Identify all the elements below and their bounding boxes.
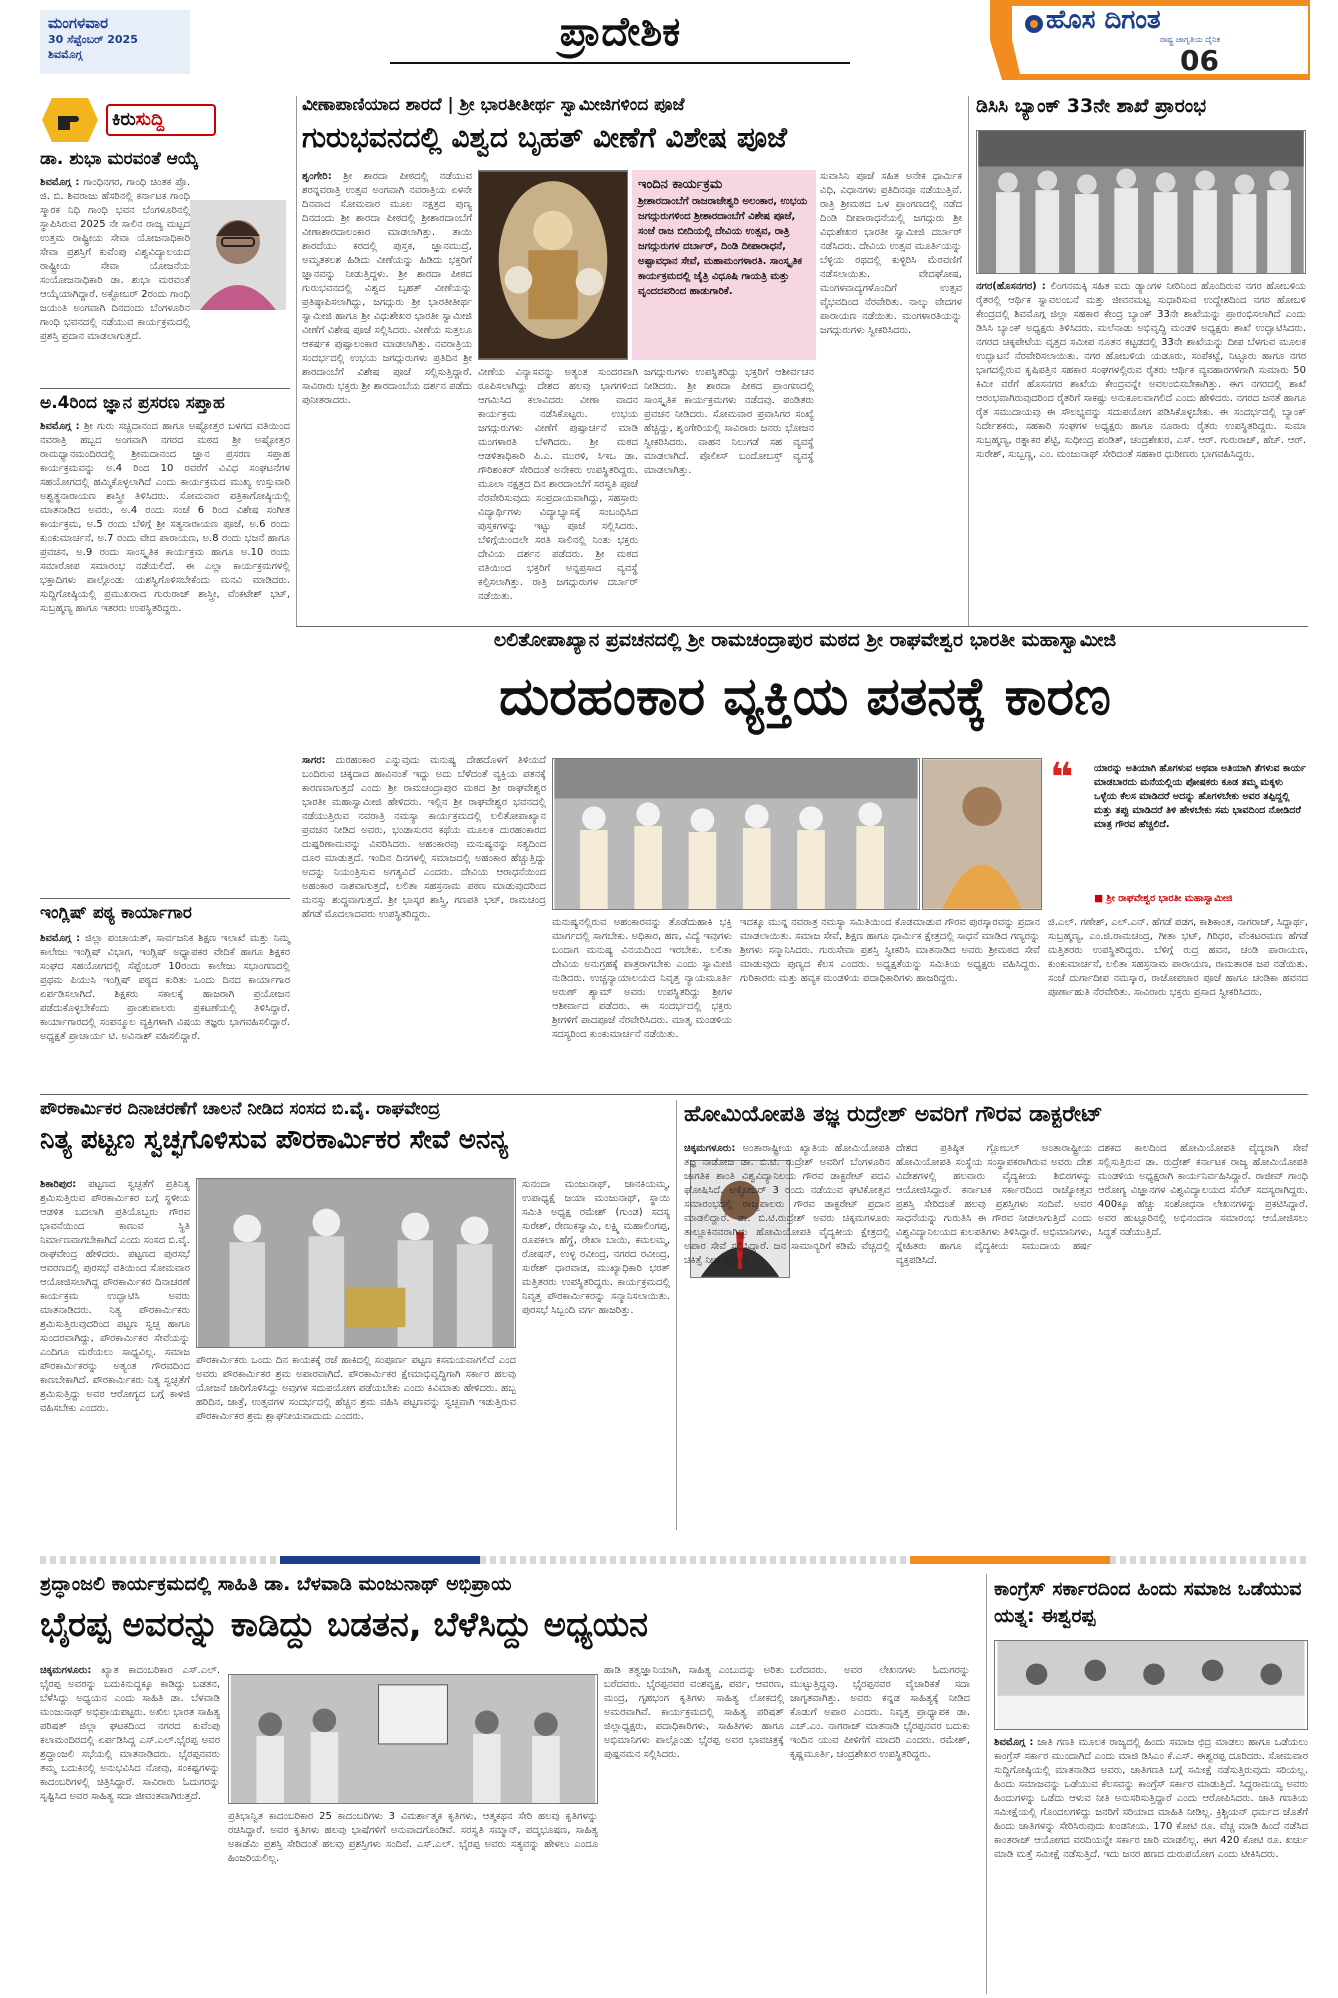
divider bbox=[296, 626, 1308, 627]
veena-col1 bbox=[302, 170, 472, 622]
durahankara-col3 bbox=[740, 916, 1040, 1086]
bhairappa-col1 bbox=[40, 1664, 220, 1994]
suddi-label: ಸುದ್ದಿ bbox=[135, 109, 165, 130]
brief3-body bbox=[40, 932, 290, 1088]
durahankara-quote bbox=[1048, 755, 1308, 912]
bhairappa-col3 bbox=[604, 1664, 784, 1994]
separator-blue-block bbox=[280, 1556, 480, 1564]
issue-date: 30 ಸೆಪ್ಟೆಂಬರ್ 2025 bbox=[48, 33, 138, 46]
bhairappa-col3-text: ಹಾಡಿ ತತ್ವಜ್ಞಾನಿಯಾಗಿ, ಸಾಹಿತ್ಯ ಎಂಬುದನ್ನು ಅರಿತು ಬರೆದವರು. ಭೈರಪ್ಪನವರ ವಂಶವೃಕ್ಷ, ಪರ್ವ, ಆವರಣ, ಮಂದ್ರ, ಗೃಹಭಂಗ ಕೃತಿಗಳು ಸಾಹಿತ್ಯ ಲೋಕದಲ್ಲಿ ಅಮರವಾಗಿವೆ. ಕಾರ್ಯಕ್ರಮದಲ್ಲಿ ಸಾಹಿತ್ಯ ಪರಿಷತ್ ಜಿಲ್ಲಾಧ್ಯಕ್ಷರು, ಪದಾಧಿಕಾರಿಗಳು, ಸಾಹಿತಿಗಳು ಹಾಗೂ ಅಭಿಮಾನಿಗಳು ಪಾಲ್ಗೊಂಡು ಭೈರಪ್ಪ ಅವರ ಭಾವಚಿತ್ರಕ್ಕೆ ಪುಷ್ಪನಮನ ಸಲ್ಲಿಸಿದರು. bbox=[604, 1665, 784, 1760]
bhairappa-kicker: ಶ್ರದ್ಧಾಂಜಲಿ ಕಾರ್ಯಕ್ರಮದಲ್ಲಿ ಸಾಹಿತಿ ಡಾ. ಬೆಳವಾಡಿ ಮಂಜುನಾಥ್ ಅಭಿಪ್ರಾಯ bbox=[40, 1573, 512, 1595]
veena-kicker: ವೀಣಾಪಾಣಿಯಾದ ಶಾರದೆ | ಶ್ರೀ ಭಾರತೀತೀರ್ಥ ಸ್ವಾಮೀಜಿಗಳಿಂದ ಪೂಜೆ bbox=[302, 95, 685, 115]
kiru-label: ಕಿರು bbox=[112, 109, 136, 130]
section-title: ಪ್ರಾದೇಶಿಕ bbox=[559, 9, 681, 55]
homeo-col1-text: ಅಂತಾರಾಷ್ಟ್ರೀಯ ಖ್ಯಾತಿಯ ಹೋಮಿಯೋಪತಿ ತಜ್ಞ ನಾಡೋಜ ಡಾ. ಬಿ.ಟಿ. ರುದ್ರೇಶ್ ಅವರಿಗೆ ಬೆಂಗಳೂರಿನ ಜಾಗತಿಕ ಶಾಂತಿ ವಿಶ್ವವಿದ್ಯಾನಿಲಯ ಗೌರವ ಡಾಕ್ಟರೇಟ್ ಪದವಿ ಘೋಷಿಸಿದೆ. ಅಕ್ಟೋಬರ್ 3 ರಂದು ನಡೆಯುವ ಘಟಿಕೋತ್ಸವ ಸಮಾರಂಭದಲ್ಲಿ ರಾಜ್ಯಪಾಲರು ಗೌರವ ಡಾಕ್ಟರೇಟ್ ಪ್ರದಾನ ಮಾಡಲಿದ್ದಾರೆ. ಡಾ. ಬಿ.ಟಿ.ರುದ್ರೇಶ್ ಅವರು ಚಿಕ್ಕಮಗಳೂರು ತಾಲ್ಲೂಕಿನವರಾಗಿದ್ದು ಹೋಮಿಯೋಪತಿ ವೈದ್ಯಕೀಯ ಕ್ಷೇತ್ರದಲ್ಲಿ ಅಪಾರ ಸೇವೆ ಸಲ್ಲಿಸಿದ್ದಾರೆ. ಜನ ಸಾಮಾನ್ಯರಿಗೆ ಕಡಿಮೆ ವೆಚ್ಚದಲ್ಲಿ ಚಿಕಿತ್ಸೆ ನೀಡುತ್ತಿದ್ದಾರೆ. bbox=[684, 1143, 890, 1266]
congress-headline: ಕಾಂಗ್ರೆಸ್ ಸರ್ಕಾರದಿಂದ ಹಿಂದು ಸಮಾಜ ಒಡೆಯುವ ಯತ್ನ: ಈಶ್ವರಪ್ಪ bbox=[994, 1578, 1302, 1627]
dcc-text: ಲಿಂಗನಮಕ್ಕಿ ಸಹಿತ ಐದು ಡ್ಯಾಂಗಳ ನೀರಿನಿಂದ ಹೊಂದಿರುವ ನಗರ ಹೋಬಳಿಯ ರೈತರಲ್ಲಿ ಆರ್ಥಿಕ ಸ್ವಾವಲಂಬನೆ ಮತ್ತು ಜೀವನಮಟ್ಟ ಸುಧಾರಿಸುವ ಉದ್ದೇಶದಿಂದ ನಗರ ಹೋಬಳಿ ಕೇಂದ್ರದಲ್ಲಿ ಶಿವಮೊಗ್ಗ ಜಿಲ್ಲಾ ಸಹಕಾರ ಕೇಂದ್ರ ಬ್ಯಾಂಕ್ 33ನೇ ಶಾಖೆಯನ್ನು ಪ್ರಾರಂಭಿಸಲಾಗಿದೆ ಎಂದು ಡಿಸಿಸಿ ಬ್ಯಾಂಕ್ ಅಧ್ಯಕ್ಷರು ತಿಳಿಸಿದರು. ಮಲೆನಾಡು ಅಭಿವೃದ್ಧಿ ಮಂಡಳಿ ಅಧ್ಯಕ್ಷರು ಶಾಖೆ ಉದ್ಘಾಟಿಸಿದರು. ನಗರದ ಚಿಕ್ಕಪೇಟೆಯ ವೃತ್ತದ ಸಮೀಪ ನೂತನ ಕಟ್ಟಡದಲ್ಲಿ 33ನೇ ಶಾಖೆಯನ್ನು ದೀಪ ಬೆಳಗುವ ಮೂಲಕ ಉದ್ಘಾಟನೆ ನೆರವೇರಿಸಲಾಯಿತು. ನಗರ ಹೋಬಳಿಯ ಯಡೂರು, ಸಂಪೆಕಟ್ಟೆ, ನಿಟ್ಟೂರು ಹಾಗೂ ನಗರ ಭಾಗದಲ್ಲಿರುವ ಕೃಷಿಪತ್ತಿನ ಸಹಕಾರ ಸಂಘಗಳಲ್ಲಿರುವ ರೈತರು ಆರ್ಥಿಕ ವ್ಯವಹಾರಗಳಿಗಾಗಿ ಸುಮಾರು 50 ಕಿಮೀ ವರೆಗೆ ಹೊಸನಗರ ಶಾಖೆಯ ಕೇಂದ್ರವನ್ನೇ ಅವಲಂಬಿಸಬೇಕಾಗಿತ್ತು. ಈಗ ನಗರದಲ್ಲಿ ಶಾಖೆ ಆರಂಭವಾಗಿರುವುದರಿಂದ ರೈತರಿಗೆ ಸಾಕಷ್ಟು ಅನುಕೂಲವಾಗಲಿದೆ ಎಂದು ಹೇಳಿದರು. ನಗರದ ಜನತೆ ಹಾಗೂ ರೈತ ಸಮುದಾಯವು ಈ ಸೌಲಭ್ಯವನ್ನು ಸದುಪಯೋಗ ಪಡಿಸಿಕೊಳ್ಳಬೇಕು. ಈ ಸಂದರ್ಭದಲ್ಲಿ ಬ್ಯಾಂಕ್ ನಿರ್ದೇಶಕರು, ಸಹಕಾರಿ ಸಂಘಗಳ ಅಧ್ಯಕ್ಷರು ಹಾಗೂ ನೂರಾರು ರೈತರು ಉಪಸ್ಥಿತರಿದ್ದರು. ಸುಮಾ ಸುಬ್ರಹ್ಮಣ್ಯ, ರತ್ನಾಕರ ಶೆಟ್ಟಿ, ಸುಧೀಂದ್ರ ಪಂಡಿತ್, ಚಂದ್ರಶೇಖರ, ಎಸ್. ಆರ್. ಗುರುರಾಜ್, ಹೆಚ್. ಆರ್. ಸುರೇಶ್, ಸುಬ್ಬಣ್ಣ, ಎಂ. ಮಂಜುನಾಥ್ ಸೇರಿದಂತೆ ಸಹಕಾರ ಧುರೀಣರು ಭಾಗವಹಿಸಿದ್ದರು. bbox=[976, 281, 1306, 460]
program-box-title: ಇಂದಿನ ಕಾರ್ಯಕ್ರಮ bbox=[638, 177, 723, 192]
pourakarmika-headline: ನಿತ್ಯ ಪಟ್ಟಣ ಸ್ವಚ್ಛಗೊಳಿಸುವ ಪೌರಕಾರ್ಮಿಕರ ಸೇವೆ ಅನನ್ಯ bbox=[40, 1125, 509, 1155]
congress-text: ಜಾತಿ ಗಣತಿ ಮೂಲಕ ರಾಜ್ಯದಲ್ಲಿ ಹಿಂದು ಸಮಾಜ ಛಿದ್ರ ಮಾಡಲು ಹಾಗೂ ಒಡೆಯಲು ಕಾಂಗ್ರೆಸ್ ಸರ್ಕಾರ ಮುಂದಾಗಿದೆ ಎಂದು ಮಾಜಿ ಡಿಸಿಎಂ ಕೆ.ಎಸ್. ಈಶ್ವರಪ್ಪ ದೂರಿದರು. ಸೋಮವಾರ ಸುದ್ದಿಗೋಷ್ಠಿಯಲ್ಲಿ ಮಾತನಾಡಿದ ಅವರು, ಜಾತಿಗಣತಿ ಬಗ್ಗೆ ಸಮೀಕ್ಷೆ ನಡೆಸುತ್ತಿರುವುದು ಸರಿಯಲ್ಲ. ಹಿಂದು ಸಮಾಜವನ್ನು ಒಡೆಯುವ ಕೆಲಸವನ್ನು ಕಾಂಗ್ರೆಸ್ ಸರ್ಕಾರ ಮಾಡುತ್ತಿದೆ. ಸಿದ್ದರಾಮಯ್ಯ ಅವರು ಹಿಂದುಗಳನ್ನು ಒಡೆದು ಆಳುವ ನೀತಿ ಅನುಸರಿಸುತ್ತಿದ್ದಾರೆ ಎಂದು ಆರೋಪಿಸಿದರು. ಜಾತಿ ಗಣತಿಯ ಸಮೀಕ್ಷೆಯಲ್ಲಿ ಗೊಂದಲಗಳಿದ್ದು ಜನರಿಗೆ ಸರಿಯಾದ ಮಾಹಿತಿ ನೀಡಿಲ್ಲ. ಕ್ರಿಶ್ಚಿಯನ್ ಧರ್ಮದ ಜೊತೆಗೆ ಹಿಂದು ಜಾತಿಗಳನ್ನು ಸೇರಿಸಿರುವುದು ಖಂಡನೀಯ. 170 ಕೋಟಿ ರೂ. ವೆಚ್ಚ ಮಾಡಿ ಹಿಂದೆ ನಡೆಸಿದ ಕಾಂತರಾಜ್ ಆಯೋಗದ ವರದಿಯನ್ನೇ ಸರ್ಕಾರ ಜಾರಿ ಮಾಡಲಿಲ್ಲ. ಈಗ 420 ಕೋಟಿ ರೂ. ಖರ್ಚು ಮಾಡಿ ಮತ್ತೆ ಸಮೀಕ್ಷೆ ನಡೆಸುತ್ತಿದೆ. ಇದು ಜನರ ಹಣದ ದುರುಪಯೋಗ ಎಂದು ಟೀಕಿಸಿದರು. bbox=[994, 1737, 1308, 1860]
swamiji-portrait-photo bbox=[923, 759, 1041, 909]
veena-headline: ಗುರುಭವನದಲ್ಲಿ ವಿಶ್ವದ ಬೃಹತ್ ವೀಣೆಗೆ ವಿಶೇಷ ಪೂಜೆ bbox=[302, 121, 787, 154]
pourakarmika-kicker: ಪೌರಕಾರ್ಮಿಕರ ದಿನಾಚರಣೆಗೆ ಚಾಲನೆ ನೀಡಿದ ಸಂಸದ ಬಿ.ವೈ. ರಾಘವೇಂದ್ರ bbox=[40, 1099, 441, 1119]
homeo-col3-text: ದಶಕದ ಕಾಲದಿಂದ ಹೋಮಿಯೋಪತಿ ವೈದ್ಯರಾಗಿ ಸೇವೆ ಸಲ್ಲಿಸುತ್ತಿರುವ ಡಾ. ರುದ್ರೇಶ್ ಕರ್ನಾಟಕ ರಾಜ್ಯ ಹೋಮಿಯೋಪತಿ ಮಂಡಳಿಯ ಅಧ್ಯಕ್ಷರಾಗಿ ಕಾರ್ಯನಿರ್ವಹಿಸಿದ್ದಾರೆ. ರಾಜೀವ್ ಗಾಂಧಿ ಆರೋಗ್ಯ ವಿಜ್ಞಾನಗಳ ವಿಶ್ವವಿದ್ಯಾಲಯದ ಸೆನೆಟ್ ಸದಸ್ಯರಾಗಿದ್ದರು. 400ಕ್ಕೂ ಹೆಚ್ಚು ಸಂಶೋಧನಾ ಲೇಖನಗಳನ್ನು ಪ್ರಕಟಿಸಿದ್ದಾರೆ. ಅವರ ಹುಟ್ಟೂರಿನಲ್ಲಿ ಅಭಿನಂದನಾ ಸಮಾರಂಭ ಆಯೋಜಿಸಲು ಸಿದ್ಧತೆ ನಡೆಯುತ್ತಿದೆ. bbox=[1098, 1143, 1308, 1238]
column-divider bbox=[968, 96, 969, 626]
bhairappa-photo bbox=[228, 1674, 598, 1804]
masthead bbox=[0, 0, 1338, 86]
veena-col3-text: ಸುವಾಸಿನಿ ಪೂಜೆ ಸಹಿತ ಅನೇಕ ಧಾರ್ಮಿಕ ವಿಧಿ, ವಿಧಾನಗಳು ಪ್ರತಿದಿನವೂ ನಡೆಯುತ್ತಿವೆ. ರಾತ್ರಿ ಶ್ರೀಮಠದ ಒಳ ಪ್ರಾಂಗಣದಲ್ಲಿ ನಡೆದ ದಿಂಡಿ ದೀಪಾರಾಧನೆಯಲ್ಲಿ ಜಗದ್ಗುರು ಶ್ರೀ ವಿಧುಶೇಖರ ಭಾರತೀ ಸ್ವಾಮೀಜಿ ದರ್ಬಾರ್ ನಡೆಸಿದರು. ದೇವಿಯ ಉತ್ಸವ ಮೂರ್ತಿಯನ್ನು ಬೆಳ್ಳಿಯ ರಥದಲ್ಲಿ ಕುಳ್ಳಿರಿಸಿ ಮೆರವಣಿಗೆ ನಡೆಸಲಾಯಿತು. ವೇದಘೋಷ, ಮಂಗಳವಾದ್ಯಗಳೊಂದಿಗೆ ಉತ್ಸವ ವೈಭವದಿಂದ ನೆರವೇರಿತು. ನಾಲ್ಕು ವೇದಗಳ ಪಾರಾಯಣ ನಡೆಯಿತು. ಮಂಗಳಾರತಿಯನ್ನು ಜಗದ್ಗುರುಗಳು ಸ್ವೀಕರಿಸಿದರು. bbox=[820, 171, 962, 336]
bhairappa-col2-text: ಪ್ರತಿಭಾನ್ವಿತ ಕಾದಂಬರಿಕಾರ 25 ಕಾದಂಬರಿಗಳು 3 ವಿಮರ್ಶಾತ್ಮಕ ಕೃತಿಗಳು, ಆತ್ಮಕಥನ ಸೇರಿ ಹಲವು ಕೃತಿಗಳನ್ನು ರಚಿಸಿದ್ದಾರೆ. ಅವರ ಕೃತಿಗಳು ಹಲವು ಭಾಷೆಗಳಿಗೆ ಅನುವಾದಗೊಂಡಿವೆ. ಸರಸ್ವತಿ ಸಮ್ಮಾನ್, ಪದ್ಮಭೂಷಣ, ಸಾಹಿತ್ಯ ಅಕಾಡೆಮಿ ಪ್ರಶಸ್ತಿ ಸೇರಿದಂತೆ ಹಲವು ಪ್ರಶಸ್ತಿಗಳು ಸಂದಿವೆ. ಎಸ್.ಎಲ್. ಭೈರಪ್ಪ ಅವರು ಸತ್ಯವನ್ನು ಹೇಳಲು ಎಂದೂ ಹಿಂಜರಿಯಲಿಲ್ಲ. bbox=[228, 1811, 598, 1864]
divider bbox=[40, 898, 290, 899]
brief1-dateline: ಶಿವಮೊಗ್ಗ : bbox=[40, 177, 80, 188]
veena-col3 bbox=[820, 170, 962, 622]
durahankara-photo-1 bbox=[552, 758, 920, 910]
veena-col2 bbox=[478, 366, 638, 622]
congress-body bbox=[994, 1736, 1308, 1994]
portrait-icon bbox=[190, 200, 286, 310]
pourakarmika-col3-text: ಸುನಂದಾ ಮಂಜುನಾಥ್, ಜಾನಕಿಯಮ್ಮ, ಉಪಾಧ್ಯಕ್ಷೆ ಜಯಾ ಮಂಜುನಾಥ್, ಸ್ಥಾಯಿ ಸಮಿತಿ ಅಧ್ಯಕ್ಷ ರಮೇಶ್ (ಗುಂಡ) ಸದಸ್ಯ ಸುರೇಶ್, ರೇಣುಕಸ್ವಾಮಿ, ಲಕ್ಷ್ಮಿ ಮಹಾಲಿಂಗಪ್ಪ, ರೂಪಕಲಾ ಹೆಗ್ಡೆ, ರೇಖಾ ಬಾಯಿ, ಕಮಲಮ್ಮ, ರೋಷನ್, ಉಳ್ಳ ರವೀಂದ್ರ, ನಗರದ ರವೀಂದ್ರ, ಸುರೇಶ್ ಧಾರವಾಡ, ಮುಖ್ಯಾಧಿಕಾರಿ ಭರತ್ ಮತ್ತಿತರರು ಉಪಸ್ಥಿತರಿದ್ದರು. ಕಾರ್ಯಕ್ರಮದಲ್ಲಿ ನಿವೃತ್ತ ಪೌರಕಾರ್ಮಿಕರನ್ನು ಸನ್ಮಾನಿಸಲಾಯಿತು. ಪುರಸಭೆ ಸಿಬ್ಬಂದಿ ವರ್ಗ ಹಾಜರಿತ್ತು. bbox=[522, 1179, 670, 1316]
weekday: ಮಂಗಳವಾರ bbox=[48, 14, 109, 32]
durahankara-headline: ದುರಹಂಕಾರ ವ್ಯಕ್ತಿಯ ಪತನಕ್ಕೆ ಕಾರಣ bbox=[499, 667, 1111, 727]
bank-inauguration-photo bbox=[977, 131, 1305, 273]
press-meet-photo bbox=[995, 1641, 1307, 1729]
dcc-headline: ಡಿಸಿಸಿ ಬ್ಯಾಂಕ್ 33ನೇ ಶಾಖೆ ಪ್ರಾರಂಭ bbox=[976, 95, 1207, 117]
date-box bbox=[40, 10, 190, 74]
pourakarmika-col3 bbox=[522, 1178, 670, 1528]
homeo-dateline: ಚಿಕ್ಕಮಗಳೂರು: bbox=[684, 1143, 736, 1154]
brief3-title: ಇಂಗ್ಲಿಷ್ ಪಠ್ಯ ಕಾರ್ಯಾಗಾರ bbox=[40, 903, 192, 923]
durahankara-col4-text: ಜಿ.ಎಲ್. ಗಣೇಶ್, ಎಲ್.ಎನ್. ಹೆಗಡೆ ಪಡಗ, ಕಾಶಿಕಾಂತ, ನಾಗರಾಜ್, ಸಿದ್ದಾರ್ಥ, ಸುಬ್ರಹ್ಮಣ್ಯ, ಎಂ.ಜಿ.ರಾಮಚಂದ್ರ, ಗೀತಾ ಭಟ್, ಗಿರಿಧರ, ವೆಂಕಟರಮಣ ಹೆಗಡೆ ಮತ್ತಿತರರು ಉಪಸ್ಥಿತರಿದ್ದರು. ಬೆಳಿಗ್ಗೆ ರುದ್ರ ಹವನ, ಚಂಡಿ ಪಾರಾಯಣ, ಕುಂಕುಮಾರ್ಚನೆ, ಲಲಿತಾ ಸಹಸ್ರನಾಮ ಪಾರಾಯಣ, ರಾಮತಾರಕ ಜಪ ನಡೆಯಿತು. ಸಂಜೆ ದುರ್ಗಾದೀಪ ನಮಸ್ಕಾರ, ರಾಜೋಪಚಾರ ಪೂಜೆ ಹಾಗೂ ಚಂಡಿಕಾ ಹವನದ ಪೂರ್ಣಾಹುತಿ ನೆರವೇರಿತು. ಸಾವಿರಾರು ಭಕ್ತರು ಪ್ರಸಾದ ಸ್ವೀಕರಿಸಿದರು. bbox=[1048, 917, 1308, 998]
pourakarmika-col1 bbox=[40, 1178, 190, 1528]
bhairappa-col1-text: ಖ್ಯಾತ ಕಾದಂಬರಿಕಾರ ಎಸ್.ಎಲ್. ಭೈರಪ್ಪ ಅವರನ್ನು ಬದುಕಿನುದ್ದಕ್ಕೂ ಕಾಡಿದ್ದು ಬಡತನ, ಬೆಳೆಸಿದ್ದು ಅಧ್ಯಯನ ಎಂದು ಸಾಹಿತಿ ಡಾ. ಬೆಳವಾಡಿ ಮಂಜುನಾಥ್ ಅಭಿಪ್ರಾಯಪಟ್ಟರು. ಅಖಿಲ ಭಾರತ ಸಾಹಿತ್ಯ ಪರಿಷತ್ ಜಿಲ್ಲಾ ಘಟಕದಿಂದ ನಗರದ ಕುವೆಂಪು ಕಲಾಮಂದಿರದಲ್ಲಿ ಏರ್ಪಡಿಸಿದ್ದ ಎಸ್.ಎಲ್.ಭೈರಪ್ಪ ಅವರ ಶ್ರದ್ಧಾಂಜಲಿ ಸಭೆಯಲ್ಲಿ ಮಾತನಾಡಿದರು. ಭೈರಪ್ಪನವರು ತಮ್ಮ ಬದುಕಿನಲ್ಲಿ ಅನುಭವಿಸಿದ ನೋವು, ಸಂಕಷ್ಟಗಳನ್ನು ಕಾದಂಬರಿಗಳಲ್ಲಿ ಚಿತ್ರಿಸಿದ್ದಾರೆ. ಸಾವಿರಾರು ಓದುಗರನ್ನು ಸೃಷ್ಟಿಸಿದ ಅವರ ಸಾಹಿತ್ಯ ಸದಾ ಜೀವಂತವಾಗಿರುತ್ತದೆ. bbox=[40, 1665, 220, 1802]
pourakarmika-col2-text: ಪೌರಕಾರ್ಮಿಕರು ಒಂದು ದಿನ ಕಾಯಕಕ್ಕೆ ರಜೆ ಹಾಕಿದಲ್ಲಿ ಸಂಪೂರ್ಣ ಪಟ್ಟಣ ಕಸಮಯವಾಗಲಿದೆ ಎಂದ ಅವರು ಪೌರಕಾರ್ಮಿಕರ ಶ್ರಮ ಅಪಾರವಾಗಿದೆ. ಪೌರಕಾರ್ಮಿಕರ ಕ್ಷೇಮಾಭಿವೃದ್ಧಿಗಾಗಿ ಸರ್ಕಾರ ಹಲವು ಯೋಜನೆ ಜಾರಿಗೊಳಿಸಿದ್ದು ಅವುಗಳ ಸದುಪಯೋಗ ಪಡೆಯಬೇಕು ಎಂದು ಕಿವಿಮಾತು ಹೇಳಿದರು. ಹಬ್ಬ ಹರಿದಿನ, ಜಾತ್ರೆ, ಉತ್ಸವಗಳ ಸಂದರ್ಭದಲ್ಲಿ ಹೆಚ್ಚಿನ ಶ್ರಮ ವಹಿಸಿ ಪಟ್ಟಣವನ್ನು ಸ್ವಚ್ಛವಾಗಿ ಇಡುತ್ತಿರುವ ಪೌರಕಾರ್ಮಿಕರ ಶ್ರಮ ಶ್ಲಾಘನೀಯವಾದುದು ಎಂದರು. bbox=[196, 1355, 516, 1422]
pourakarmika-dateline: ಶಿಕಾರಿಪುರ: bbox=[40, 1179, 77, 1190]
bhairappa-dateline: ಚಿಕ್ಕಮಗಳೂರು: bbox=[40, 1665, 92, 1676]
kiru-suddi-tab bbox=[106, 104, 216, 136]
veena-dateline: ಶೃಂಗೇರಿ: bbox=[302, 171, 332, 182]
column-divider bbox=[296, 96, 297, 626]
kiru-suddi-header bbox=[40, 96, 290, 144]
homeo-col2 bbox=[896, 1142, 1092, 1528]
dcc-body bbox=[976, 280, 1306, 622]
brief1-body-wide bbox=[40, 316, 286, 386]
brief2-text: ಶ್ರೀ ಗುರು ಸಚ್ಚಿದಾನಂದ ಹಾಗೂ ಅಷ್ಟೋತ್ತರ ಬಳಗದ ವತಿಯಿಂದ ನವರಾತ್ರಿ ಹಬ್ಬದ ಅಂಗವಾಗಿ ನಗರದ ಮಠದ ಶ್ರೀ ಅಷ್ಟೋತ್ತರ ರಾಮಧ್ಯಾನಮಂದಿರದಲ್ಲಿ ಶ್ರೀಮದಾನಂದ ಜ್ಞಾನ ಪ್ರಸರಣ ಸಪ್ತಾಹ ಕಾರ್ಯಕ್ರಮವನ್ನು ಅ.4 ರಿಂದ 10 ರವರೆಗೆ ವಿವಿಧ ಸಂಘಟನೆಗಳ ಸಹಯೋಗದಲ್ಲಿ ಹಮ್ಮಿಕೊಳ್ಳಲಾಗಿದೆ ಎಂದು ಕಾರ್ಯಕ್ರಮದ ಮುಖ್ಯ ಉಸ್ತುವಾರಿ ಅಶ್ವತ್ಥನಾರಾಯಣ ಶಾಸ್ತ್ರೀ ತಿಳಿಸಿದರು. ಸೋಮವಾರ ಪತ್ರಿಕಾಗೋಷ್ಠಿಯಲ್ಲಿ ಮಾತನಾಡಿದ ಅವರು, ಅ.4 ರಂದು ಸಂಜೆ 6 ರಿಂದ ವಿಶೇಷ ಸಂಗೀತ ಕಾರ್ಯಕ್ರಮ, ಅ.5 ರಂದು ಬೆಳಿಗ್ಗೆ ಶ್ರೀ ಸತ್ಯನಾರಾಯಣ ಪೂಜೆ, ಅ.6 ರಂದು ಕುಂಕುಮಾರ್ಚನೆ, ಅ.7 ರಂದು ವೇದ ಪಾರಾಯಣ, ಅ.8 ರಂದು ಭಜನೆ ಹಾಗೂ ಪ್ರವಚನ, ಅ.9 ರಂದು ಸಾಂಸ್ಕೃತಿಕ ಕಾರ್ಯಕ್ರಮ ಹಾಗೂ ಅ.10 ರಂದು ಸಮಾರೋಪ ಸಮಾರಂಭ ನಡೆಯಲಿದೆ. ಈ ಎಲ್ಲಾ ಕಾರ್ಯಕ್ರಮಗಳಲ್ಲಿ ಭಕ್ತಾದಿಗಳು ಪಾಲ್ಗೊಂಡು ಯಶಸ್ವಿಗೊಳಿಸಬೇಕೆಂದು ಮನವಿ ಮಾಡಿದರು. ಸುದ್ದಿಗೋಷ್ಠಿಯಲ್ಲಿ ಪ್ರಮುಖರಾದ ಗುರುರಾಜ್ ಶಾಸ್ತ್ರೀ, ವೆಂಕಟೇಶ್ ಭಟ್, ಸುಬ್ರಹ್ಮಣ್ಯ ಹಾಗೂ ಇತರರು ಉಪಸ್ಥಿತರಿದ್ದರು. bbox=[40, 421, 290, 614]
quote-attrib-name: ಶ್ರೀ ರಾಘವೇಶ್ವರ ಭಾರತೀ ಮಹಾಸ್ವಾಮೀಜಿ bbox=[1106, 893, 1233, 904]
bhairappa-col4-text: ಬರೆದವರು. ಅವರ ಲೇಖನಗಳು ಓದುಗರನ್ನು ಮುಟ್ಟುತ್ತಿದ್ದವು. ಭೈರಪ್ಪನವರ ವೈಚಾರಿಕತೆ ಸದಾ ಜಾಗೃತವಾಗಿತ್ತು. ಅವರು ಕನ್ನಡ ಸಾಹಿತ್ಯಕ್ಕೆ ನೀಡಿದ ಕೊಡುಗೆ ಅಪಾರ ಎಂದರು. ನಿವೃತ್ತ ಪ್ರಾಧ್ಯಾಪಕ ಡಾ. ಎಚ್.ಎಂ. ನಾಗರಾಜ್ ಮಾತನಾಡಿ ಭೈರಪ್ಪನವರ ಬದುಕು ಇಂದಿನ ಯುವ ಪೀಳಿಗೆಗೆ ಮಾದರಿ ಎಂದರು. ರಮೇಶ್, ಕೃಷ್ಣಮೂರ್ತಿ, ಚಂದ್ರಶೇಖರ ಉಪಸ್ಥಿತರಿದ್ದರು. bbox=[790, 1665, 970, 1760]
edition-city: ಶಿವಮೊಗ್ಗ bbox=[48, 48, 83, 61]
homeo-col2-text: ದೇಶದ ಪ್ರತಿಷ್ಠಿತ ಗ್ಲೋಬಲ್ ಅಂತಾರಾಷ್ಟ್ರೀಯ ಹೋಮಿಯೋಪತಿ ಸಂಸ್ಥೆಯ ಸಂಸ್ಥಾಪಕರಾಗಿರುವ ಅವರು ದೇಶ ವಿದೇಶಗಳಲ್ಲಿ ಹಲವಾರು ವೈದ್ಯಕೀಯ ಶಿಬಿರಗಳನ್ನು ಆಯೋಜಿಸಿದ್ದಾರೆ. ಕರ್ನಾಟಕ ಸರ್ಕಾರದಿಂದ ರಾಜ್ಯೋತ್ಸವ ಪ್ರಶಸ್ತಿ ಸೇರಿದಂತೆ ಹಲವು ಪ್ರಶಸ್ತಿಗಳು ಸಂದಿವೆ. ಅವರ ಸಾಧನೆಯನ್ನು ಗುರುತಿಸಿ ಈ ಗೌರವ ನೀಡಲಾಗುತ್ತಿದೆ ಎಂದು ವಿಶ್ವವಿದ್ಯಾನಿಲಯದ ಕುಲಪತಿಗಳು ತಿಳಿಸಿದ್ದಾರೆ. ಅಭಿಮಾನಿಗಳು, ಸ್ನೇಹಿತರು ಹಾಗೂ ವೈದ್ಯಕೀಯ ಸಮುದಾಯ ಹರ್ಷ ವ್ಯಕ್ತಪಡಿಸಿದೆ. bbox=[896, 1143, 1092, 1266]
brief2-body bbox=[40, 420, 290, 894]
section-separator bbox=[40, 1556, 1308, 1564]
felicitation-event-photo bbox=[553, 759, 919, 909]
pourakarmika-col2 bbox=[196, 1354, 516, 1528]
column-divider bbox=[676, 1100, 677, 1530]
brief1-title: ಡಾ. ಶುಭಾ ಮರವಂತೆ ಆಯ್ಕೆ bbox=[40, 149, 199, 169]
bhairappa-headline: ಭೈರಪ್ಪ ಅವರನ್ನು ಕಾಡಿದ್ದು ಬಡತನ, ಬೆಳೆಸಿದ್ದು ಅಧ್ಯಯನ bbox=[40, 1605, 649, 1645]
brief3-dateline: ಶಿವಮೊಗ್ಗ : bbox=[40, 933, 81, 944]
pointing-hand-icon bbox=[40, 96, 100, 144]
brief3-text: ಜಿಲ್ಲಾ ಪಂಚಾಯತ್, ಸಾರ್ವಜನಿಕ ಶಿಕ್ಷಣ ಇಲಾಖೆ ಮತ್ತು ನಿಮ್ಮ ಕಾಲೇಜು ಇಂಗ್ಲಿಷ್ ವಿಭಾಗ, ಇಂಗ್ಲಿಷ್ ಅಧ್ಯಾಪಕರ ವೇದಿಕೆ ಹಾಗೂ ಶಿಕ್ಷಕರ ಸಂಘದ ಸಹಯೋಗದಲ್ಲಿ ಸೆಪ್ಟೆಂಬರ್ 10ರಂದು ಕಾಲೇಜು ಸಭಾಂಗಣದಲ್ಲಿ ಪ್ರಥಮ ಪಿಯುಸಿ ಇಂಗ್ಲಿಷ್ ಪಠ್ಯದ ಕುರಿತು ಒಂದು ದಿನದ ಕಾರ್ಯಾಗಾರ ಏರ್ಪಡಿಸಲಾಗಿದೆ. ಶಿಕ್ಷಕರು ಸಕಾಲಕ್ಕೆ ಹಾಜರಾಗಿ ಪ್ರಯೋಜನ ಪಡೆದುಕೊಳ್ಳಬೇಕೆಂದು ಪ್ರಾಂಶುಪಾಲರು ಪ್ರಕಟಣೆಯಲ್ಲಿ ತಿಳಿಸಿದ್ದಾರೆ. ಕಾರ್ಯಾಗಾರದಲ್ಲಿ ಸಂಪನ್ಮೂಲ ವ್ಯಕ್ತಿಗಳಾಗಿ ವಿಷಯ ತಜ್ಞರು ಭಾಗವಹಿಸಲಿದ್ದಾರೆ. ಅಧ್ಯಕ್ಷತೆ ಪ್ರಾಚಾರ್ಯ ಟಿ. ಅವಿನಾಶ್ ವಹಿಸಲಿದ್ದಾರೆ. bbox=[40, 933, 291, 1042]
goddess-idol-photo bbox=[479, 171, 627, 359]
quote-text: ಯಾರನ್ನು ಅತಿಯಾಗಿ ಹೊಗಳುವ ಅಥವಾ ಅತಿಯಾಗಿ ತೆಗಳುವ ಕಾರ್ಯ ಮಾಡಬಾರದು ಮನೆಯಲ್ಲಿಯ ಪೋಷಕರು ಕೂಡ ತಮ್ಮ ಮಕ್ಕಳು ಒಳ್ಳೆಯ ಕೆಲಸ ಮಾಡಿದರೆ ಅದನ್ನು ಹೊಗಳಬೇಕು ಅವರ ತಪ್ಪಿದ್ದಲ್ಲಿ ಮತ್ತು ತಪ್ಪು ಮಾಡಿದರೆ ತಿಳಿ ಹೇಳಬೇಕು ಸಮ ಭಾವದಿಂದ ನೋಡಿದರೆ ಮಾತ್ರ ಗೌರವ ಹೆಚ್ಚಲಿದೆ. bbox=[1094, 763, 1306, 830]
durahankara-photo-2 bbox=[922, 758, 1042, 910]
page-number: 06 bbox=[1180, 44, 1219, 77]
durahankara-kicker: ಲಲಿತೋಪಾಖ್ಯಾನ ಪ್ರವಚನದಲ್ಲಿ ಶ್ರೀ ರಾಮಚಂದ್ರಾಪುರ ಮಠದ ಶ್ರೀ ರಾಘವೇಶ್ವರ ಭಾರತೀ ಮಹಾಸ್ವಾಮೀಜಿ bbox=[493, 629, 1117, 651]
workers-felicitation-photo bbox=[197, 1179, 515, 1347]
brief1-body bbox=[40, 176, 191, 342]
brief2-dateline: ಶಿವಮೊಗ್ಗ : bbox=[40, 421, 80, 432]
section-underline bbox=[390, 62, 850, 64]
durahankara-col2 bbox=[552, 916, 732, 1086]
separator-orange-block bbox=[910, 1556, 1110, 1564]
durahankara-col2-text: ಮನುಷ್ಯನಲ್ಲಿರುವ ಅಹಂಕಾರವನ್ನು ತೊಡೆದುಹಾಕಿ ಭಕ್ತಿ ಮಾರ್ಗದಲ್ಲಿ ಸಾಗಬೇಕು. ಅಧಿಕಾರ, ಹಣ, ವಿದ್ಯೆ ಇವುಗಳು ಬಂದಾಗ ಮನುಷ್ಯ ವಿನಯದಿಂದ ಇರಬೇಕು. ಲಲಿತಾ ದೇವಿಯ ಅನುಗ್ರಹಕ್ಕೆ ಪಾತ್ರರಾಗಬೇಕು ಎಂದು ಸ್ವಾಮೀಜಿ ನುಡಿದರು. ಉಚ್ಚನ್ಯಾಯಾಲಯದ ನಿವೃತ್ತ ನ್ಯಾಯಮೂರ್ತಿ ಅರುಣ್ ಶ್ಯಾಮ್ ಅವರು ಉಪಸ್ಥಿತರಿದ್ದು ಶ್ರೀಗಳ ಆಶೀರ್ವಾದ ಪಡೆದರು. ಈ ಸಂದರ್ಭದಲ್ಲಿ ಭಕ್ತರು ಶ್ರೀಗಳಿಗೆ ಪಾದಪೂಜೆ ನೆರವೇರಿಸಿದರು. ಮಾತೃ ಮಂಡಳಿಯ ಸದಸ್ಯರಿಂದ ಕುಂಕುಮಾರ್ಚನೆ ನಡೆಯಿತು. bbox=[552, 917, 732, 1040]
homeo-headline: ಹೋಮಿಯೋಪತಿ ತಜ್ಞ ರುದ್ರೇಶ್ ಅವರಿಗೆ ಗೌರವ ಡಾಕ್ಟರೇಟ್ bbox=[684, 1102, 1103, 1127]
divider bbox=[40, 388, 290, 389]
congress-photo bbox=[994, 1640, 1308, 1730]
brief1-photo bbox=[190, 200, 286, 310]
dcc-dateline: ನಗರ(ಹೊಸನಗರ) : bbox=[976, 281, 1046, 292]
durahankara-col3-text: ಇದಕ್ಕೂ ಮುನ್ನ ನವರಾತ್ರ ನಮಸ್ಯಾ ಸಮಿತಿಯಿಂದ ಕೊಡಮಾಡುವ ಗೌರವ ಪುರಸ್ಕಾರವನ್ನು ಪ್ರದಾನ ಮಾಡಲಾಯಿತು. ಸಮಾಜ ಸೇವೆ, ಶಿಕ್ಷಣ ಹಾಗೂ ಧಾರ್ಮಿಕ ಕ್ಷೇತ್ರದಲ್ಲಿ ಸಾಧನೆ ಮಾಡಿದ ಗಣ್ಯರನ್ನು ಶ್ರೀಗಳು ಸನ್ಮಾನಿಸಿದರು. ಗುರುಸೇವಾ ಪ್ರಶಸ್ತಿ ಸ್ವೀಕರಿಸಿ ಮಾತನಾಡಿದ ಅವರು ಶ್ರೀಮಠದ ಸೇವೆ ಮಾಡುವುದು ಪುಣ್ಯದ ಕೆಲಸ ಎಂದರು. ಅಧ್ಯಕ್ಷತೆಯನ್ನು ಸಮಿತಿಯ ಅಧ್ಯಕ್ಷರು ವಹಿಸಿದ್ದರು. ಗುರಿಕಾರರು ಮತ್ತು ಹವ್ಯಕ ಮಂಡಳಿಯ ಪದಾಧಿಕಾರಿಗಳು ಹಾಜರಿದ್ದರು. bbox=[740, 917, 1040, 984]
column-divider bbox=[986, 1574, 987, 1994]
bhairappa-col4 bbox=[790, 1664, 970, 1994]
brief2-title: ಅ.4ರಿಂದ ಜ್ಞಾನ ಪ್ರಸರಣ ಸಪ್ತಾಹ bbox=[40, 393, 225, 413]
veena-program-box bbox=[632, 170, 816, 360]
veena-col4-text: ಜಗದ್ಗುರುಗಳು ಉಪಸ್ಥಿತರಿದ್ದು ಭಕ್ತರಿಗೆ ಆಶೀರ್ವಚನ ನೀಡಿದರು. ಶ್ರೀ ಶಾರದಾ ಪೀಠದ ಪ್ರಾಂಗಣದಲ್ಲಿ ಸಾಂಸ್ಕೃತಿಕ ಕಾರ್ಯಕ್ರಮಗಳು ನಡೆದವು. ಪಂಡಿತರು ಪ್ರವಚನ ನೀಡಿದರು. ಸೋಮವಾರ ಪ್ರವಾಸಿಗರ ಸಂಖ್ಯೆ ಹೆಚ್ಚಿದ್ದು, ಶೃಂಗೇರಿಯಲ್ಲಿ ಸಾವಿರಾರು ಜನರು ಭೋಜನ ಸ್ವೀಕರಿಸಿದರು. ವಾಹನ ನಿಲುಗಡೆ ಸಹ ವ್ಯವಸ್ಥೆ ಮಾಡಲಾಗಿದೆ. ಪೊಲೀಸ್ ಬಂದೋಬಸ್ತ್ ವ್ಯವಸ್ಥೆ ಮಾಡಲಾಗಿತ್ತು. bbox=[644, 367, 814, 476]
veena-col4 bbox=[644, 366, 814, 622]
paper-logo bbox=[990, 0, 1310, 80]
bhairappa-col2 bbox=[228, 1810, 598, 1994]
quote-mark-icon: ❝ bbox=[1050, 755, 1074, 801]
pourakarmika-photo bbox=[196, 1178, 516, 1348]
durahankara-dateline: ಸಾಗರ: bbox=[302, 755, 326, 766]
homeo-col3 bbox=[1098, 1142, 1308, 1528]
congress-dateline: ಶಿವಮೊಗ್ಗ : bbox=[994, 1737, 1034, 1748]
pourakarmika-col1-text: ಪಟ್ಟಣದ ಸ್ವಚ್ಛತೆಗೆ ಪ್ರತಿನಿತ್ಯ ಶ್ರಮಿಸುತ್ತಿರುವ ಪೌರಕಾರ್ಮಿಕರ ಬಗ್ಗೆ ಸ್ಥಳೀಯ ಆಡಳಿತ ಬದಲಾಗಿ ಪ್ರತಿಯೊಬ್ಬರು ಗೌರವ ಭಾವನೆಯಿಂದ ಕಾಣುವ ಸ್ಥಿತಿ ನಿರ್ಮಾಣವಾಗಬೇಕಾಗಿದೆ ಎಂದು ಸಂಸದ ಬಿ.ವೈ. ರಾಘವೇಂದ್ರ ಹೇಳಿದರು. ಪಟ್ಟಣದ ಪುರಸಭೆ ಆವರಣದಲ್ಲಿ ಪುರಸಭೆ ವತಿಯಿಂದ ಸೋಮವಾರ ಆಯೋಜಿಸಲಾಗಿದ್ದ ಪೌರಕಾರ್ಮಿಕರ ದಿನಾಚರಣೆ ಕಾರ್ಯಕ್ರಮ ಉದ್ಘಾಟಿಸಿ ಅವರು ಮಾತನಾಡಿದರು. ನಿತ್ಯ ಪೌರಕಾರ್ಮಿಕರು ಶ್ರಮಿಸುತ್ತಿರುವುದರಿಂದ ಪಟ್ಟಣ ಸ್ವಚ್ಛ ಹಾಗೂ ಸುಂದರವಾಗಿದ್ದು, ಪೌರಕಾರ್ಮಿಕರ ಸೇವೆಯನ್ನು ಎಂದಿಗೂ ಮರೆಯಲು ಸಾಧ್ಯವಿಲ್ಲ. ಸಮಾಜ ಪೌರಕಾರ್ಮಿಕರನ್ನು ಅತ್ಯಂತ ಗೌರವದಿಂದ ಕಾಣಬೇಕಾಗಿದೆ. ಪೌರಕಾರ್ಮಿಕರು ನಿತ್ಯ ಸ್ವಚ್ಛತೆಗೆ ಶ್ರಮಿಸುತ್ತಿದ್ದು ಅವರ ಆರೋಗ್ಯದ ಬಗ್ಗೆ ಕಾಳಜಿ ವಹಿಸಬೇಕು ಎಂದರು. bbox=[40, 1179, 190, 1414]
divider bbox=[40, 1094, 1308, 1095]
paper-tagline: ರಾಷ್ಟ್ರ ಜಾಗೃತಿಯ ದೈನಿಕ bbox=[1160, 35, 1221, 44]
durahankara-col4 bbox=[1048, 916, 1308, 1086]
homeo-col1 bbox=[684, 1142, 890, 1528]
durahankara-col1-text: ದುರಹಂಕಾರ ಎನ್ನುವುದು ಮನುಷ್ಯ ದೇಹದೊಳಗೆ ತಿಳಿಯದೆ ಬಂದಿರುವ ಚಿಕ್ಕದಾದ ಹಾವಿನಂತೆ ಇದ್ದು ಅದು ಬೆಳೆದಂತೆ ವ್ಯಕ್ತಿಯ ಪತನಕ್ಕೆ ಕಾರಣವಾಗುತ್ತದೆ ಎಂದು ಶ್ರೀ ರಾಮಚಂದ್ರಾಪುರ ಮಠದ ಶ್ರೀ ರಾಘವೇಶ್ವರ ಭಾರತೀ ಮಹಾಸ್ವಾಮೀಜಿ ಹೇಳಿದರು. ಇಲ್ಲಿನ ಶ್ರೀ ರಾಘವೇಶ್ವರ ಭವನದಲ್ಲಿ ನಡೆಯುತ್ತಿರುವ ನವರಾತ್ರಿ ನಮಸ್ಯಾ ಕಾರ್ಯಕ್ರಮದಲ್ಲಿ ಲಲಿತೋಪಾಖ್ಯಾನ ಪ್ರವಚನ ನೀಡಿದ ಅವರು, ಭಂಡಾಸುರನ ಕಥೆಯ ಮೂಲಕ ದುರಹಂಕಾರದ ದುಷ್ಪರಿಣಾಮವನ್ನು ವಿವರಿಸಿದರು. ಅಹಂಕಾರವು ಮನುಷ್ಯನನ್ನು ಸತ್ಯದಿಂದ ದೂರ ಮಾಡುತ್ತದೆ. ಇಂದಿನ ದಿನಗಳಲ್ಲಿ ಸಮಾಜದಲ್ಲಿ ಅಹಂಕಾರ ಹೆಚ್ಚುತ್ತಿದ್ದು ಅದನ್ನು ನಿಯಂತ್ರಿಸುವ ಅಗತ್ಯವಿದೆ ಎಂದರು. ದೇವಿಯ ಆರಾಧನೆಯಿಂದ ಅಹಂಕಾರ ನಾಶವಾಗುತ್ತದೆ, ಲಲಿತಾ ಸಹಸ್ರನಾಮ ಪಠಣ ಮಾಡುವುದರಿಂದ ಮನಸ್ಸು ಶುದ್ಧವಾಗುತ್ತದೆ. ಶ್ರೀ ಭಾಸ್ಕರ ಶಾಸ್ತ್ರಿ, ಗಣಪತಿ ಭಟ್, ರಾಮಚಂದ್ರ ಹೆಗಡೆ ಮೊದಲಾದವರು ಉಪಸ್ಥಿತರಿದ್ದರು. bbox=[302, 755, 546, 920]
brief1-text: ಗಾಂಧಿನಗರ, ಗಾಂಧಿ ಚಿಂತಕ ಪ್ರೊ. ಜಿ. ಬಿ. ಶಿವರಾಜು ಹೆಸರಿನಲ್ಲಿ ಕರ್ನಾಟಕ ಗಾಂಧಿ ಸ್ಮಾರಕ ನಿಧಿ ಗಾಂಧಿ ಭವನ ಬೆಂಗಳೂರಿನಲ್ಲಿ ಸ್ಥಾಪಿಸಿರುವ 2025 ನೇ ಸಾಲಿನ ರಾಜ್ಯ ಮಟ್ಟದ ಉತ್ತಮ ರಾಷ್ಟ್ರೀಯ ಸೇವಾ ಯೋಜನಾಧಿಕಾರಿ ಸೇವಾ ಪ್ರಶಸ್ತಿಗೆ ಕುವೆಂಪು ವಿಶ್ವವಿದ್ಯಾಲಯದ ರಾಷ್ಟ್ರೀಯ ಸೇವಾ ಯೋಜನೆಯ ಸಂಯೋಜನಾಧಿಕಾರಿ ಡಾ. ಶುಭಾ ಮರವಂತೆ ಆಯ್ಕೆಯಾಗಿದ್ದಾರೆ. ಅಕ್ಟೋಬರ್ 2ರಂದು ಗಾಂಧಿ ಜಯಂತಿ ಅಂಗವಾಗಿ ದಿನದಂದು ಬೆಂಗಳೂರಿನ ಗಾಂಧಿ ಭವನದಲ್ಲಿ ನಡೆಯುವ ಕಾರ್ಯಕ್ರಮದಲ್ಲಿ ಪ್ರಶಸ್ತಿ ಪ್ರದಾನ ಮಾಡಲಾಗುತ್ತದೆ. bbox=[40, 177, 191, 342]
veena-col1-text: ಶ್ರೀ ಶಾರದಾ ಪೀಠದಲ್ಲಿ ನಡೆಯುವ ಶರನ್ನವರಾತ್ರಿ ಉತ್ಸವ ಅಂಗವಾಗಿ ನವರಾತ್ರಿಯ ಏಳನೇ ದಿನವಾದ ಸೋಮವಾರ ಮೂಲ ನಕ್ಷತ್ರದ ಪುಣ್ಯ ದಿನದಂದು ಶ್ರೀ ಶಾರದಾ ಪೀಠದಲ್ಲಿ ಶ್ರೀಶಾರದಾಂಬೆಗೆ ವೀಣಾಶಾರದಾಲಂಕಾರ ಮಾಡಲಾಗಿತ್ತು. ತಾಯಿ ಶಾರದೆಯು ಕರದಲ್ಲಿ ಪುಸ್ತಕ, ಜ್ಞಾನಮುದ್ರೆ, ಅಮೃತಕಲಶ ಹಿಡಿದು ವೀಣೆಯನ್ನು ಹಿಡಿದು ಭಕ್ತರಿಗೆ ಜ್ಞಾನವನ್ನು ನೀಡುತ್ತಿದ್ದಳು. ಶ್ರೀ ಶಾರದಾ ಪೀಠದ ಗುರುಭವನದಲ್ಲಿ ವಿಶ್ವದ ಬೃಹತ್ ವೀಣೆಯನ್ನು ಪ್ರತಿಷ್ಠಾಪಿಸಲಾಗಿದ್ದು, ಜಗದ್ಗುರು ಶ್ರೀ ಭಾರತೀತೀರ್ಥ ಸ್ವಾಮೀಜಿ ಹಾಗೂ ಶ್ರೀ ವಿಧುಶೇಖರ ಭಾರತೀ ಸ್ವಾಮೀಜಿ ವೀಣೆಗೆ ವಿಶೇಷ ಪೂಜೆ ಸಲ್ಲಿಸಿದರು. ವೀಣೆಯ ಸುತ್ತಲೂ ಆಕರ್ಷಕ ಪುಷ್ಪಾಲಂಕಾರ ಮಾಡಲಾಗಿತ್ತು. ನವರಾತ್ರಿಯ ಸಂದರ್ಭದಲ್ಲಿ ಉಭಯ ಜಗದ್ಗುರುಗಳು ಪ್ರತಿದಿನ ಶ್ರೀ ಶಾರದಾಂಬೆಗೆ ವಿಶೇಷ ಪೂಜೆ ಸಲ್ಲಿಸುತ್ತಿದ್ದಾರೆ. ಸಾವಿರಾರು ಭಕ್ತರು ಶ್ರೀ ಶಾರದಾಂಬೆಯ ದರ್ಶನ ಪಡೆದು ಪುನೀತರಾದರು. bbox=[302, 171, 472, 406]
quote-attribution: ■ ಶ್ರೀ ರಾಘವೇಶ್ವರ ಭಾರತೀ ಮಹಾಸ್ವಾಮೀಜಿ bbox=[1094, 893, 1233, 904]
veena-col2-text: ವೀಣೆಯ ವಿನ್ಯಾಸವನ್ನು ಅತ್ಯಂತ ಸುಂದರವಾಗಿ ರೂಪಿಸಲಾಗಿದ್ದು ದೇಶದ ಹಲವು ಭಾಗಗಳಿಂದ ಆಗಮಿಸಿದ ಕಲಾವಿದರು ವೀಣಾ ವಾದನ ಕಾರ್ಯಕ್ರಮ ನಡೆಸಿಕೊಟ್ಟರು. ಉಭಯ ಜಗದ್ಗುರುಗಳು ವೀಣೆಗೆ ಪುಷ್ಪಾರ್ಚನೆ ಮಾಡಿ ಮಂಗಳಾರತಿ ಬೆಳಗಿದರು. ಶ್ರೀ ಮಠದ ಆಡಳಿತಾಧಿಕಾರಿ ಪಿ.ಎ. ಮುರಳಿ, ಸಿಇಒ ಡಾ. ಗೌರಿಶಂಕರ್ ಸೇರಿದಂತೆ ಅನೇಕರು ಉಪಸ್ಥಿತರಿದ್ದರು. ಮೂಲಾ ನಕ್ಷತ್ರದ ದಿನ ಶಾರದಾಂಬೆಗೆ ಸರಸ್ವತಿ ಪೂಜೆ ನೆರವೇರಿಸುವುದು ಸಂಪ್ರದಾಯವಾಗಿದ್ದು, ಸಹಸ್ರಾರು ವಿದ್ಯಾರ್ಥಿಗಳು ವಿದ್ಯಾಭ್ಯಾಸಕ್ಕೆ ಸಂಬಂಧಿಸಿದ ಪುಸ್ತಕಗಳನ್ನು ಇಟ್ಟು ಪೂಜೆ ಸಲ್ಲಿಸಿದರು. ಬೆಳಿಗ್ಗೆಯಿಂದಲೇ ಸರತಿ ಸಾಲಿನಲ್ಲಿ ನಿಂತು ಭಕ್ತರು ದೇವಿಯ ದರ್ಶನ ಪಡೆದರು. ಶ್ರೀ ಮಠದ ವತಿಯಿಂದ ಭಕ್ತರಿಗೆ ಅನ್ನಪ್ರಸಾದ ವ್ಯವಸ್ಥೆ ಕಲ್ಪಿಸಲಾಗಿತ್ತು. ರಾತ್ರಿ ಜಗದ್ಗುರುಗಳ ದರ್ಬಾರ್ ನಡೆಯಿತು. bbox=[478, 367, 638, 602]
veena-photo bbox=[478, 170, 628, 360]
tribute-event-photo bbox=[229, 1675, 597, 1803]
paper-name: ಹೊಸ ದಿಗಂತ bbox=[1046, 5, 1161, 35]
durahankara-col1 bbox=[302, 754, 546, 1086]
program-box-text: ಶ್ರೀಶಾರದಾಂಬೆಗೆ ರಾಜರಾಜೇಶ್ವರಿ ಅಲಂಕಾರ, ಉಭಯ ಜಗದ್ಗುರುಗಳಿಂದ ಶ್ರೀಶಾರದಾಂಬೆಗೆ ವಿಶೇಷ ಪೂಜೆ, ಸಂಜೆ ರಾಜ ಬೀದಿಯಲ್ಲಿ ದೇವಿಯ ಉತ್ಸವ, ರಾತ್ರಿ ಜಗದ್ಗುರುಗಳ ದರ್ಬಾರ್, ದಿಂಡಿ ದೀಪಾರಾಧನೆ, ಅಷ್ಟಾವಧಾನ ಸೇವೆ, ಮಹಾಮಂಗಳಾರತಿ. ಸಾಂಸ್ಕೃತಿಕ ಕಾರ್ಯಕ್ರಮದಲ್ಲಿ ಚೈತ್ರಿ ವಿಧೂಷಿ ಗಾಯತ್ರಿ ಮತ್ತು ವೃಂದದವರಿಂದ ಹಾಡುಗಾರಿಕೆ. bbox=[638, 196, 808, 297]
dcc-photo bbox=[976, 130, 1306, 274]
